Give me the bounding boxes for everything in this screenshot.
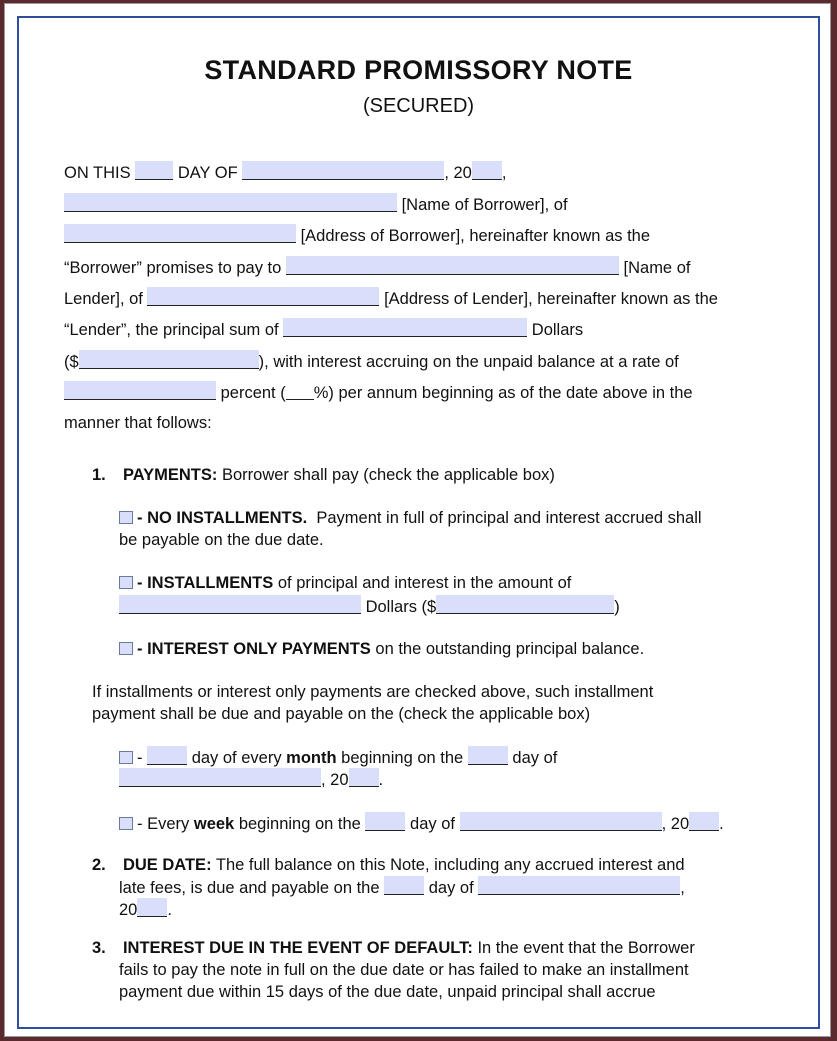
section-3-heading — [92, 938, 695, 958]
option-label: - NO INSTALLMENTS. — [137, 509, 308, 527]
intro-line-8 — [64, 381, 693, 403]
intro-text: [Name of — [623, 259, 691, 277]
weekly-month-field[interactable] — [460, 812, 662, 831]
interest-rate-percent-field[interactable] — [286, 383, 314, 400]
intro-text: [Address of Lender], hereinafter known as the — [384, 290, 718, 308]
document-title: STANDARD PROMISSORY NOTE — [204, 55, 633, 85]
intro-line-9: manner that follows: — [64, 414, 212, 432]
monthly-month-field[interactable] — [119, 768, 321, 787]
option-text: day of — [512, 749, 558, 767]
option-label: month — [286, 749, 337, 767]
section-number: 3. — [92, 939, 106, 957]
lender-address-field[interactable] — [147, 287, 379, 306]
borrower-name-field[interactable] — [64, 193, 397, 212]
installment-paragraph-line-1: If installments or interest only payments are checked above, such installment — [92, 683, 654, 701]
installment-amount-field[interactable] — [119, 595, 361, 614]
monthly-year-field[interactable] — [349, 768, 379, 787]
option-no-installments — [119, 508, 702, 528]
section-heading: PAYMENTS: — [122, 466, 218, 484]
intro-line-1 — [64, 161, 506, 183]
due-month-field[interactable] — [478, 876, 680, 895]
section-heading: INTEREST DUE IN THE EVENT OF DEFAULT: — [122, 939, 473, 957]
section-text: 20 — [119, 901, 138, 919]
installment-dollars-field[interactable] — [436, 595, 614, 614]
section-text: In the event that the Borrower — [477, 939, 695, 957]
option-text: ) — [614, 598, 620, 616]
month-field[interactable] — [242, 161, 444, 180]
document-subtitle: (SECURED) — [362, 95, 475, 117]
intro-text: Lender], of — [64, 290, 143, 308]
interest-rate-words-field[interactable] — [64, 381, 216, 400]
intro-text: , 20 — [444, 164, 472, 182]
intro-text: [Name of Borrower], of — [401, 196, 568, 214]
day-field[interactable] — [135, 161, 173, 180]
option-no-installments-line-2: be payable on the due date. — [119, 531, 324, 549]
intro-line-5 — [64, 287, 718, 309]
option-text: day of — [410, 815, 455, 833]
borrower-address-field[interactable] — [64, 224, 296, 243]
intro-line-6 — [64, 318, 583, 340]
installment-paragraph-line-2: payment shall be due and payable on the (check the applicable box) — [92, 705, 591, 723]
principal-sum-field[interactable] — [283, 318, 527, 337]
due-day-field[interactable] — [384, 876, 424, 895]
section-2-heading — [92, 855, 685, 875]
option-text: , 20 — [661, 815, 690, 833]
monthly-day-field[interactable] — [147, 746, 187, 765]
intro-text: DAY OF — [177, 164, 238, 182]
intro-line-2 — [64, 193, 568, 215]
option-monthly — [119, 746, 557, 768]
option-text: - — [137, 749, 143, 767]
intro-text: %) per annum beginning as of the date above in the — [313, 384, 693, 402]
section-1-heading — [92, 465, 555, 485]
due-year-field[interactable] — [137, 898, 167, 917]
weekly-start-day-field[interactable] — [365, 812, 405, 831]
option-label: - INTEREST ONLY PAYMENTS — [137, 640, 371, 658]
option-text: . — [378, 771, 384, 789]
principal-amount-field[interactable] — [79, 350, 259, 369]
option-installments — [119, 573, 571, 593]
option-monthly-line-2 — [119, 768, 383, 790]
option-text: of principal and interest in the amount of — [277, 574, 572, 592]
section-text: Borrower shall pay (check the applicable box) — [221, 466, 555, 484]
monthly-checkbox[interactable] — [119, 751, 133, 764]
option-text: - Every — [137, 815, 190, 833]
intro-text: ($ — [64, 353, 79, 371]
intro-line-3 — [64, 224, 650, 246]
section-text: . — [167, 901, 172, 919]
intro-text: “Lender”, the principal sum of — [64, 321, 279, 339]
option-text: , 20 — [321, 771, 349, 789]
option-interest-only — [119, 639, 644, 659]
intro-text: percent ( — [220, 384, 286, 402]
option-text: Payment in full of principal and interest accrued shall — [316, 509, 702, 527]
intro-text: “Borrower” promises to pay to — [64, 259, 282, 277]
section-3-line-2: fails to pay the note in full on the due date or has failed to make an installment — [119, 961, 689, 979]
option-text: Dollars ($ — [365, 598, 437, 616]
section-2-line-2 — [119, 876, 685, 898]
intro-text: ON THIS — [64, 164, 131, 182]
interest-only-checkbox[interactable] — [119, 642, 133, 655]
section-text: , — [680, 879, 685, 897]
monthly-start-day-field[interactable] — [468, 746, 508, 765]
option-text: beginning on the — [238, 815, 361, 833]
intro-text: [Address of Borrower], hereinafter known as the — [300, 227, 651, 245]
section-number: 2. — [92, 856, 106, 874]
option-text: . — [719, 815, 724, 833]
section-3-line-3: payment due within 15 days of the due date, unpaid principal shall accrue — [119, 983, 656, 1001]
weekly-year-field[interactable] — [689, 812, 719, 831]
option-installments-line-2 — [119, 595, 620, 617]
intro-line-7 — [64, 350, 679, 372]
intro-line-4 — [64, 256, 690, 278]
option-label: - INSTALLMENTS — [137, 574, 274, 592]
lender-name-field[interactable] — [286, 256, 619, 275]
no-installments-checkbox[interactable] — [119, 511, 133, 524]
intro-text: , — [501, 164, 507, 182]
section-text: late fees, is due and payable on the — [119, 879, 380, 897]
weekly-checkbox[interactable] — [119, 817, 133, 830]
option-text: on the outstanding principal balance. — [375, 640, 645, 658]
year-field[interactable] — [472, 161, 502, 180]
section-text: The full balance on this Note, including any accrued interest and — [215, 856, 685, 874]
option-weekly — [119, 812, 724, 834]
option-text: day of every — [191, 749, 282, 767]
section-heading: DUE DATE: — [122, 856, 212, 874]
section-text: day of — [428, 879, 474, 897]
intro-text: Dollars — [531, 321, 584, 339]
option-label: week — [193, 815, 235, 833]
intro-text: ), with interest accruing on the unpaid balance at a rate of — [258, 353, 679, 371]
installments-checkbox[interactable] — [119, 576, 133, 589]
option-text: beginning on the — [341, 749, 464, 767]
section-2-line-3 — [119, 898, 172, 920]
section-number: 1. — [92, 466, 106, 484]
